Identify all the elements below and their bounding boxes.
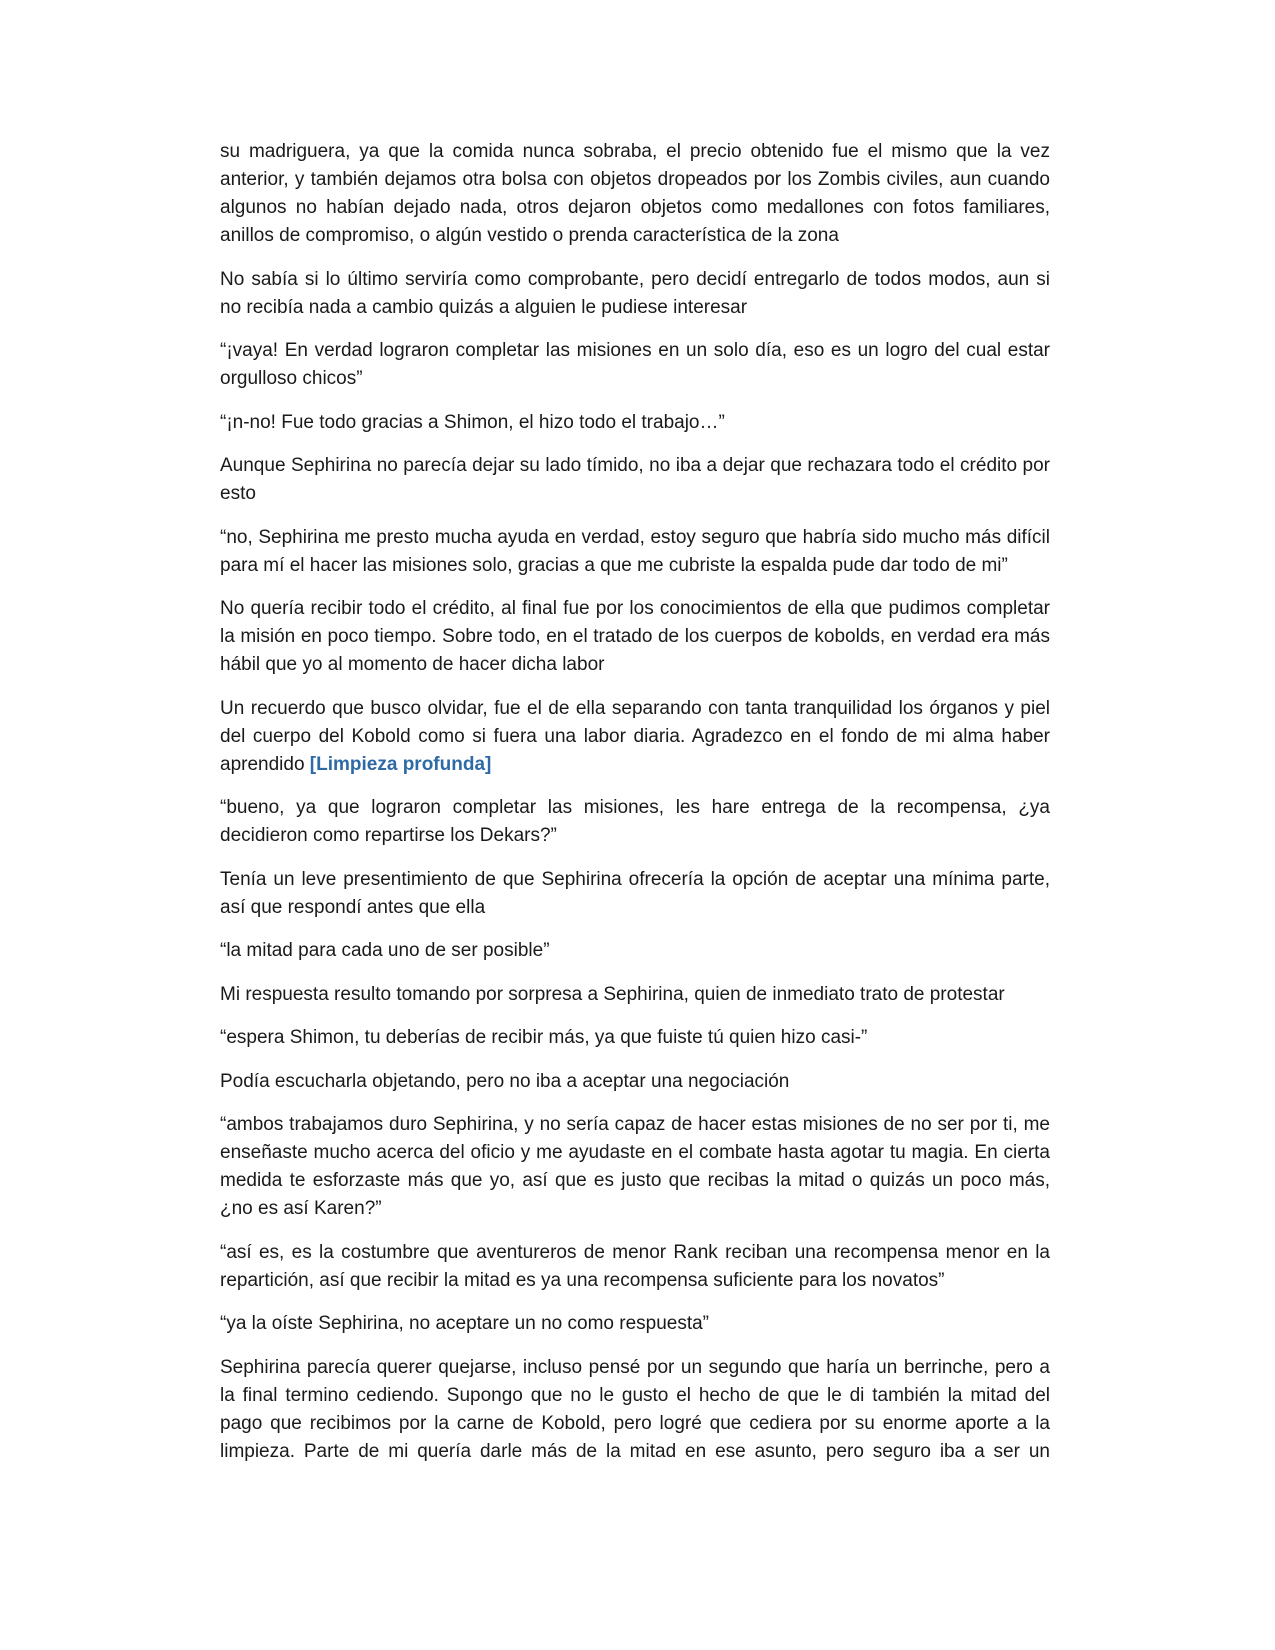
paragraph: No quería recibir todo el crédito, al final fue por los conocimientos de ella que pudimos completar la misión en poco tiempo. Sobre todo, en el tratado de los cuerpos de kobolds, en verdad era más hábil que yo al momento de hacer dicha labor: [220, 598, 1050, 675]
paragraph: “¡n-no! Fue todo gracias a Shimon, el hizo todo el trabajo…”: [220, 411, 725, 433]
paragraph-text: Un recuerdo que busco olvidar, fue el de ella separando con tanta tranquilidad los órganos y piel del cuerpo del Kobold como si fuera una labor diaria. Agradezco en el fondo de mi alma haber aprendido: [220, 697, 1050, 775]
document-body: [220, 138, 1050, 1481]
paragraph: “la mitad para cada uno de ser posible”: [220, 940, 550, 961]
paragraph: “¡vaya! En verdad lograron completar las misiones en un solo día, eso es un logro del cual estar orgulloso chicos”: [220, 340, 1050, 389]
paragraph: Tenía un leve presentimiento de que Sephirina ofrecería la opción de aceptar una mínima parte, así que respondí antes que ella: [220, 868, 1050, 918]
paragraph: Mi respuesta resulto tomando por sorpresa a Sephirina, quien de inmediato trato de protestar: [220, 983, 1005, 1005]
paragraph: “no, Sephirina me presto mucha ayuda en verdad, estoy seguro que habría sido mucho más difícil para mí el hacer las misiones solo, gracias a que me cubriste la espalda pude dar todo de mi”: [220, 526, 1050, 576]
paragraph-continued: Sephirina parecía querer quejarse, incluso pensé por un segundo que haría un berrinche, pero a la final termino cediendo. Supongo que no le gusto el hecho de que le di también la mitad del pago que recibimos por la carne de Kobold, pero logré que cediera por su enorme aporte a la limpieza. Parte de mi quería darle más de la mitad en ese asunto, pero seguro iba a ser un: [220, 1356, 1050, 1462]
paragraph: “bueno, ya que lograron completar las misiones, les hare entrega de la recompensa, ¿ya decidieron como repartirse los Dekars?”: [220, 797, 1050, 846]
paragraph: su madriguera, ya que la comida nunca sobraba, el precio obtenido fue el mismo que la vez anterior, y también dejamos otra bolsa con objetos dropeados por los Zombis civiles, aun cuando algunos no habían dejado nada, otros dejaron objetos como medallones con fotos familiares, anillos de compromiso, o algún vestido o prenda característica de la zona: [220, 141, 1050, 246]
paragraph: “ya la oíste Sephirina, no aceptare un no como respuesta”: [220, 1313, 710, 1334]
paragraph: “así es, es la costumbre que aventureros de menor Rank reciban una recompensa menor en la repartición, así que recibir la mitad es ya una recompensa suficiente para los novatos”: [220, 1241, 1050, 1291]
paragraph: “ambos trabajamos duro Sephirina, y no sería capaz de hacer estas misiones de no ser por ti, me enseñaste mucho acerca del oficio y me ayudaste en el combate hasta agotar tu magia. En cierta medida te esforzaste más que yo, así que es justo que recibas la mitad o quizás un poco más, ¿no es así Karen?”: [220, 1114, 1050, 1219]
paragraph-with-skill: [220, 695, 1050, 779]
paragraph: Podía escucharla objetando, pero no iba a aceptar una negociación: [220, 1070, 790, 1092]
paragraph: No sabía si lo último serviría como comprobante, pero decidí entregarlo de todos modos, aun si no recibía nada a cambio quizás a alguien le pudiese interesar: [220, 268, 1050, 318]
paragraph: Aunque Sephirina no parecía dejar su lado tímido, no iba a dejar que rechazara todo el crédito por esto: [220, 455, 1050, 504]
skill-name: [Limpieza profunda]: [309, 753, 492, 775]
paragraph: “espera Shimon, tu deberías de recibir más, ya que fuiste tú quien hizo casi-”: [220, 1027, 868, 1048]
